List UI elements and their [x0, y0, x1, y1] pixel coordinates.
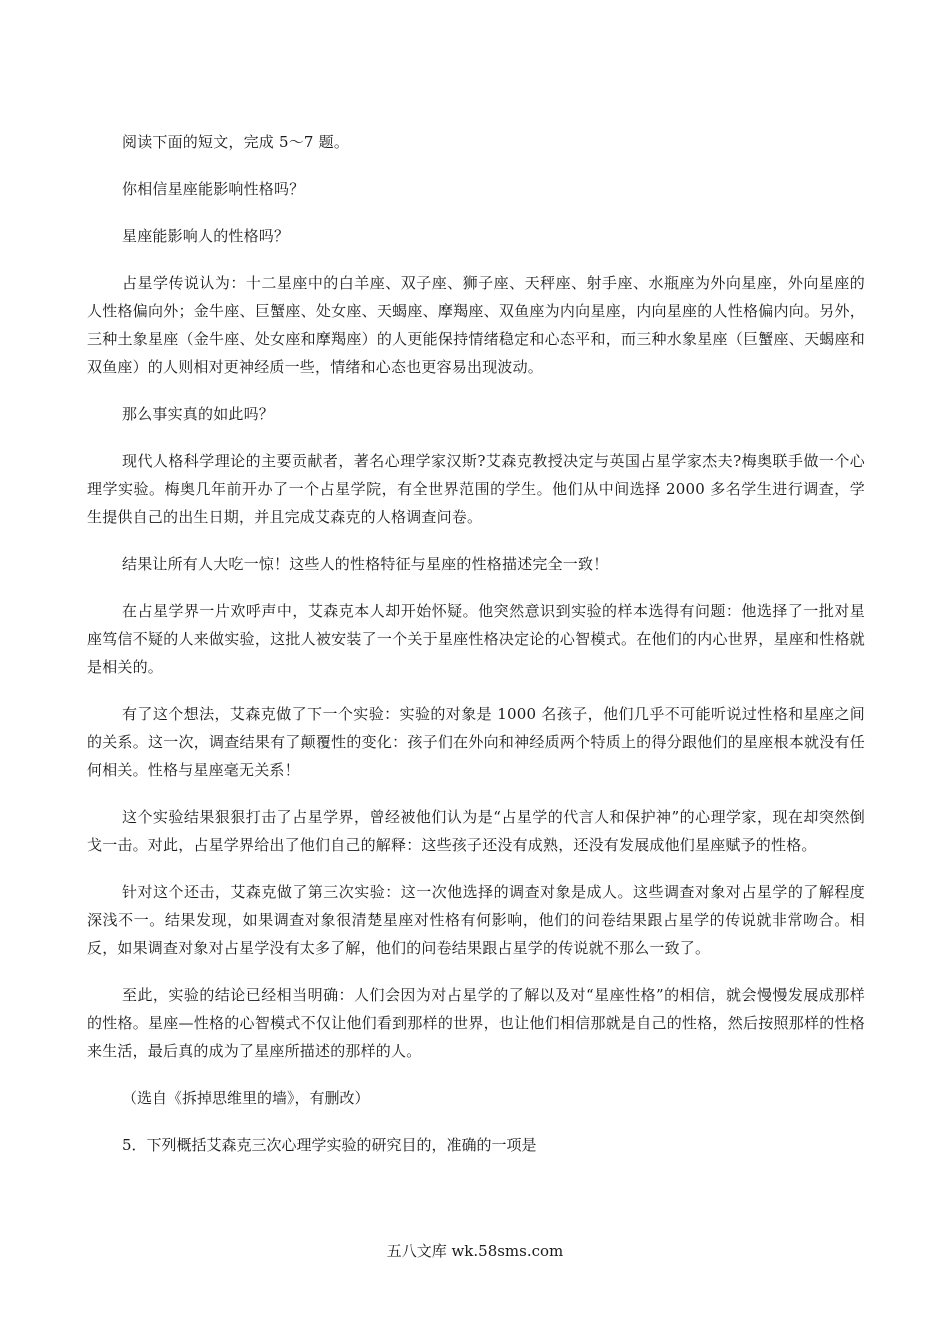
question-5: 5．下列概括艾森克三次心理学实验的研究目的，准确的一项是 — [122, 1136, 537, 1154]
reading-instruction: 阅读下面的短文，完成 5～7 题。 — [122, 133, 350, 151]
article-paragraph-9: 至此，实验的结论已经相当明确：人们会因为对占星学的了解以及对“星座性格”的相信，就会慢慢发展成那样的性格。星座—性格的心智模式不仅让他们看到那样的世界，也让他们相信那就是自己的性格，然后按照那样的性格来生活，最后真的成为了星座所描述的那样的人。 — [87, 986, 865, 1060]
article-paragraph-3: 现代人格科学理论的主要贡献者，著名心理学家汉斯?艾森克教授决定与英国占星学家杰夫?梅奥联手做一个心理学实验。梅奥几年前开办了一个占星学院，有全世界范围的学生。他们从中间选择 2000 多名学生进行调查，学生提供自己的出生日期，并且完成艾森克的人格调查问卷。 — [87, 452, 865, 526]
article-subtitle: 星座能影响人的性格吗？ — [122, 227, 290, 245]
article-source: （选自《拆掉思维里的墙》，有删改） — [122, 1089, 370, 1107]
article-paragraph-6: 有了这个想法，艾森克做了下一个实验：实验的对象是 1000 名孩子，他们几乎不可能听说过性格和星座之间的关系。这一次，调查结果有了颠覆性的变化：孩子们在外向和神经质两个特质上的得分跟他们的星座根本就没有任何相关。性格与星座毫无关系！ — [87, 705, 865, 779]
article-paragraph-8: 针对这个还击，艾森克做了第三次实验：这一次他选择的调查对象是成人。这些调查对象对占星学的了解程度深浅不一。结果发现，如果调查对象很清楚星座对性格有何影响，他们的问卷结果跟占星学的传说就非常吻合。相反，如果调查对象对占星学没有太多了解，他们的问卷结果跟占星学的传说就不那么一致了。 — [87, 883, 865, 957]
article-paragraph-2: 那么事实真的如此吗？ — [122, 405, 275, 423]
document-body — [87, 128, 865, 1159]
page-footer: 五八文库 wk.58sms.com — [386, 1242, 564, 1260]
article-paragraph-4: 结果让所有人大吃一惊！这些人的性格特征与星座的性格描述完全一致！ — [122, 555, 609, 573]
article-paragraph-7: 这个实验结果狠狠打击了占星学界，曾经被他们认为是“占星学的代言人和保护神”的心理学家，现在却突然倒戈一击。对此，占星学界给出了他们自己的解释：这些孩子还没有成熟，还没有发展成他们星座赋予的性格。 — [87, 808, 865, 854]
article-title: 你相信星座能影响性格吗？ — [122, 180, 305, 198]
article-paragraph-5: 在占星学界一片欢呼声中，艾森克本人却开始怀疑。他突然意识到实验的样本选得有问题：他选择了一批对星座笃信不疑的人来做实验，这批人被安装了一个关于星座性格决定论的心智模式。在他们的内心世界，星座和性格就是相关的。 — [87, 602, 865, 676]
article-paragraph-1: 占星学传说认为：十二星座中的白羊座、双子座、狮子座、天秤座、射手座、水瓶座为外向星座，外向星座的人性格偏向外；金牛座、巨蟹座、处女座、天蝎座、摩羯座、双鱼座为内向星座，内向星座的人性格偏内向。另外，三种土象星座（金牛座、处女座和摩羯座）的人更能保持情绪稳定和心态平和，而三种水象星座（巨蟹座、天蝎座和双鱼座）的人则相对更神经质一些，情绪和心态也更容易出现波动。 — [87, 274, 865, 376]
